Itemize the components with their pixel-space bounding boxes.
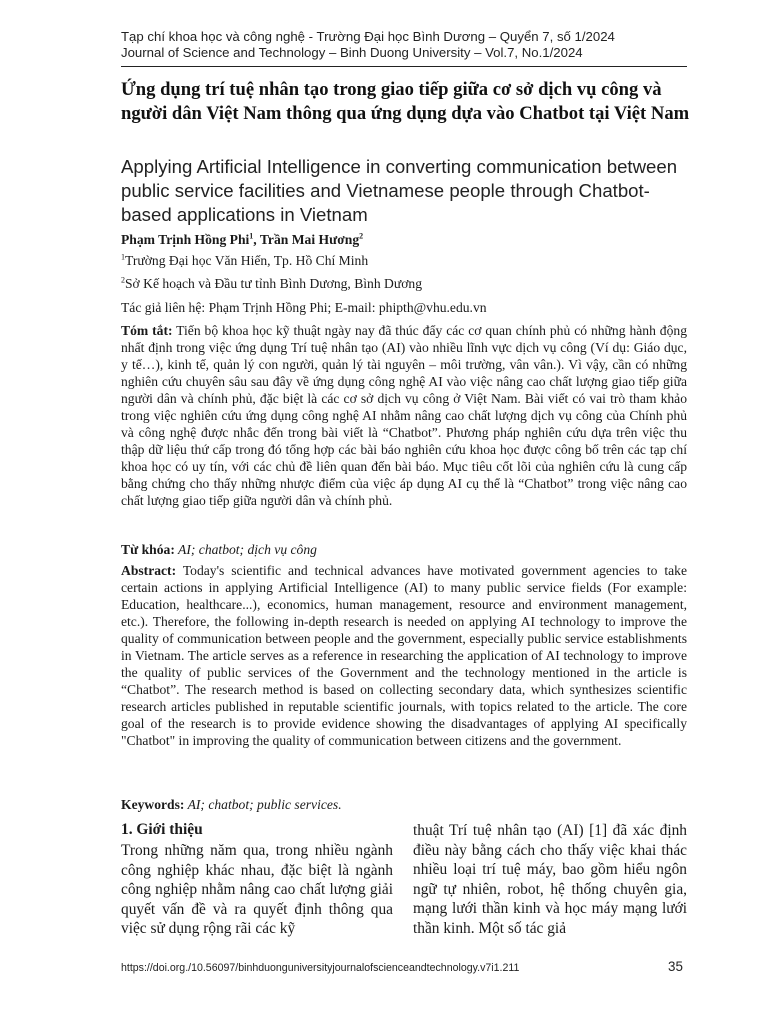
page-number: 35: [668, 959, 683, 974]
affiliation: [121, 276, 422, 292]
keywords-en-text: AI; chatbot; public services.: [184, 797, 342, 812]
journal-header-en: Journal of Science and Technology – Binh Duong University – Vol.7, No.1/2024: [121, 45, 583, 60]
abstract-vi-label: Tóm tắt:: [121, 323, 173, 338]
abstract-en-text: Today's scientific and technical advances have motivated government agencies to take certain actions in applying Artificial Intelligence (AI) to many public service fields (For example: Education, healthcare...), economics, human management, resource and environment management, etc.). Therefore, the following in-depth research is needed on applying AI technology to improve the quality of communication between people and the government, especially public service establishments in Vietnam. The article serves as a reference in researching the application of AI technology to improve the quality of public services of the Government and the technology mentioned in the article is “Chatbot”. The research method is based on collecting secondary data, which synthesizes scientific research articles published in reputable scientific journals, with topics related to the article. The core goal of the research is to provide evidence showing the disadvantages of applying AI specifically "Chatbot" in improving the quality of communication between citizens and the government.: [121, 563, 687, 748]
section-heading: 1. Giới thiệu: [121, 821, 203, 838]
author-name: Phạm Trịnh Hồng Phi: [121, 232, 250, 247]
affiliation-text: Sở Kế hoạch và Đầu tư tỉnh Bình Dương, Bình Dương: [125, 276, 423, 291]
abstract-vi: [121, 322, 687, 509]
abstract-en-label: Abstract:: [121, 563, 177, 578]
article-title-en: Applying Artificial Intelligence in converting communication between public service facilities and Vietnamese people through Chatbot-based applications in Vietnam: [121, 156, 678, 225]
keywords-en: [121, 797, 342, 813]
author-affiliation-mark: 1: [249, 231, 254, 241]
author-affiliation-mark: 2: [359, 231, 364, 241]
keywords-vi-text: AI; chatbot; dịch vụ công: [174, 542, 317, 557]
doi-link[interactable]: https://doi.org./10.56097/binhduonguniversityjournalofscienceandtechnology.v7i1.211: [121, 962, 520, 974]
body-column-left: Trong những năm qua, trong nhiều ngành công nghiệp khác nhau, đặc biệt là ngành công nghiệp nhằm nâng cao chất lượng giải quyết vấn đề và ra quyết định thông qua việc sử dụng rộng rãi các kỹ: [121, 842, 393, 938]
keywords-vi: [121, 542, 317, 558]
article-title-vi: Ứng dụng trí tuệ nhân tạo trong giao tiếp giữa cơ sở dịch vụ công và người dân Việt Nam thông qua ứng dụng dựa vào Chatbot tại Việt Nam: [121, 79, 690, 124]
affiliation-mark: 2: [121, 275, 125, 285]
journal-header-vi: Tạp chí khoa học và công nghệ - Trường Đại học Bình Dương – Quyển 7, số 1/2024: [121, 29, 615, 44]
affiliation: [121, 253, 368, 269]
author-name: Trần Mai Hương: [259, 232, 360, 247]
body-column-right: thuật Trí tuệ nhân tạo (AI) [1] đã xác định điều này bằng cách cho thấy việc khai thác nhiều loại trí tuệ máy, bao gồm hiểu ngôn ngữ tự nhiên, robot, hệ thống chuyên gia, mạng lưới thần kinh và học máy mạng lưới thần kinh. Một số tác giả: [413, 822, 687, 937]
keywords-en-label: Keywords:: [121, 797, 185, 812]
author-list: [121, 232, 363, 248]
header-divider: [121, 66, 687, 67]
author-separator: ,: [253, 232, 260, 247]
journal-header: [121, 29, 681, 61]
affiliation-text: Trường Đại học Văn Hiến, Tp. Hồ Chí Minh: [125, 253, 369, 268]
abstract-vi-text: Tiến bộ khoa học kỹ thuật ngày nay đã thúc đẩy các cơ quan chính phủ có những hành động nhất định trong việc ứng dụng Trí tuệ nhân tạo (AI) vào nhiều lĩnh vực dịch vụ công (Ví dụ: Giáo dục, y tế…), kinh tế, quản lý con người, quản lý tài nguyên – môi trường, vân vân.). Vì vậy, cần có những nghiên cứu chuyên sâu sau đây về ứng dụng công nghệ AI vào việc nâng cao chất lượng giao tiếp giữa người dân và chính phủ, đặc biệt là các cơ sở dịch vụ công ở Việt Nam. Bài viết có vai trò tham khảo trong việc nghiên cứu ứng dụng công nghệ AI nhằm nâng cao chất lượng dịch vụ công của Chính phủ và công nghệ được nhắc đến trong bài viết là “Chatbot”. Phương pháp nghiên cứu dựa trên việc thu thập dữ liệu thứ cấp trong đó tổng hợp các bài báo nghiên cứu khoa học được công bố trên các tạp chí khoa học có uy tín, với các chủ đề liên quan đến bài báo. Mục tiêu cốt lõi của nghiên cứu là cung cấp bằng chứng cho thấy những nhược điểm của việc áp dụng AI cụ thể là “Chatbot” trong việc nâng cao chất lượng giao tiếp giữa người dân và chính phủ.: [121, 323, 687, 508]
affiliation-mark: 1: [121, 252, 125, 262]
keywords-vi-label: Từ khóa:: [121, 542, 175, 557]
abstract-en: [121, 562, 687, 749]
corresponding-author: Tác giả liên hệ: Phạm Trịnh Hồng Phi; E-mail: phipth@vhu.edu.vn: [121, 300, 487, 315]
